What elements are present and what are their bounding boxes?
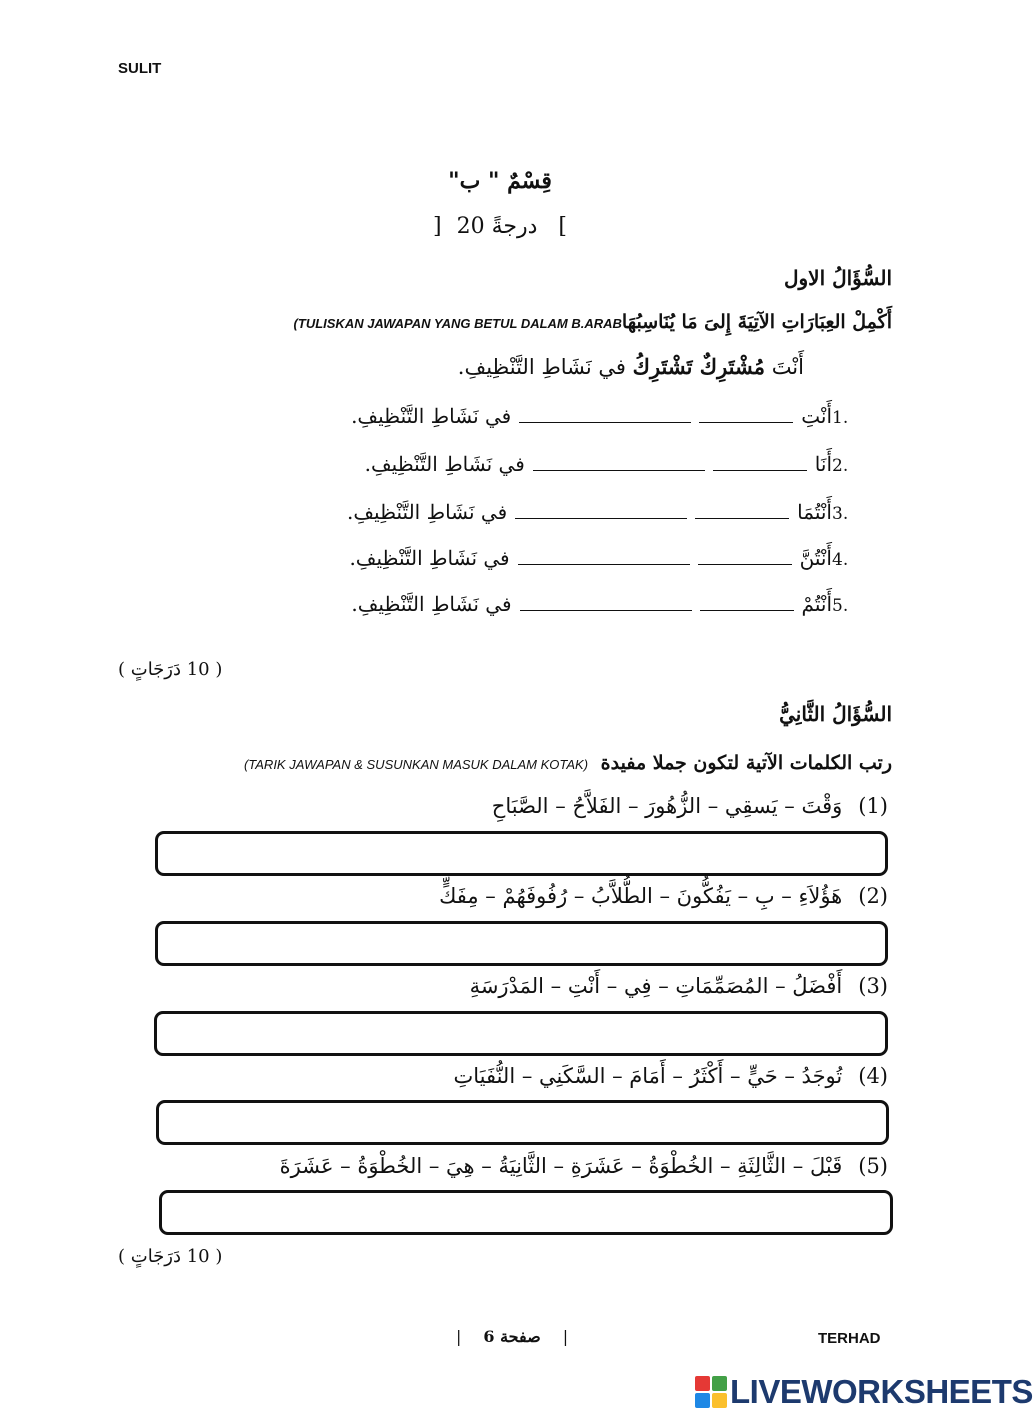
scrambled-words: هَؤُلاَءِ – بِ – يَفُكُّونَ – الطُّلاَّبُ – رُفُوفَهُمْ – مِفَكٍّ (439, 884, 843, 908)
answer-blank[interactable] (713, 452, 807, 471)
question2-item (470, 974, 888, 998)
question1-example (458, 354, 804, 379)
answer-blank[interactable] (533, 452, 705, 471)
scrambled-words: وَقْتَ – يَسقِي – الزُّهُورَ – الفَلاَّحُ – الصَّبَاحِ (491, 794, 843, 818)
footer-separator: | (562, 1327, 569, 1346)
answer-blank[interactable] (700, 592, 794, 611)
question2-item (453, 1064, 888, 1088)
example-pronoun: أَنْتَ (771, 355, 804, 379)
question1-instruction-latin: (TULISKAN JAWAPAN YANG BETUL DALAM B.ARAB (293, 316, 622, 331)
bracket-close: [ (558, 214, 567, 239)
question2-marks: ( 10 دَرَجَاتٍ ) (118, 1246, 223, 1267)
section-total-marks (0, 214, 1000, 239)
item-pronoun: أَنْتُمْ (801, 592, 832, 616)
answer-blank[interactable] (515, 500, 687, 519)
answer-box[interactable] (155, 921, 888, 966)
question2-item (492, 794, 888, 818)
item-number: (2) (858, 884, 888, 908)
scrambled-words: قَبْلَ – الثَّالِثَةِ – الخُطْوَةُ – عَشَرَةِ – الثَّانِيَةُ – هِيَ – الخُطْوَةُ – عَشَرَةَ (279, 1154, 843, 1178)
item-tail: في نَشَاطِ التَّنْظِيفِ. (349, 546, 510, 570)
answer-box[interactable] (156, 1100, 889, 1145)
item-number: (1) (858, 794, 888, 818)
example-answer: مُشْتَرِكٌ تَشْتَرِكُ (632, 354, 765, 379)
answer-blank[interactable] (699, 404, 793, 423)
footer-separator: | (456, 1327, 462, 1346)
section-title: قِسْمٌ " ب" (448, 168, 552, 194)
item-number: (5) (858, 1154, 888, 1178)
item-number: 5. (832, 596, 849, 616)
question1-item (302, 546, 862, 570)
footer-terhad-label: TERHAD (818, 1330, 881, 1347)
item-number: (4) (858, 1064, 888, 1088)
bracket-open: ] (432, 214, 442, 239)
question2-title: السُّؤَالُ الثَّانِيُّ (779, 702, 892, 726)
question1-title: السُّؤَالُ الاول (783, 266, 892, 290)
answer-blank[interactable] (695, 500, 789, 519)
answer-blank[interactable] (518, 546, 690, 565)
question2-instruction-arabic: رتب الكلمات الآتية لتكون جملا مفيدة (600, 752, 892, 774)
answer-blank[interactable] (519, 404, 691, 423)
item-number: 3. (832, 504, 849, 524)
question1-marks: ( 10 دَرَجَاتٍ ) (118, 659, 223, 680)
example-tail: في نَشَاطِ التَّنْظِيفِ. (457, 355, 626, 379)
question2-instruction (244, 752, 892, 774)
item-tail: في نَشَاطِ التَّنْظِيفِ. (364, 452, 525, 476)
liveworksheets-logo-icon (695, 1376, 727, 1408)
answer-box[interactable] (154, 1011, 888, 1056)
header-sulit-label: SULIT (118, 60, 162, 77)
question2-instruction-latin: (TARIK JAWAPAN & SUSUNKAN MASUK DALAM KOTAK) (243, 757, 589, 772)
answer-box[interactable] (159, 1190, 893, 1235)
question2-item (439, 884, 888, 908)
item-number: 4. (832, 550, 849, 570)
liveworksheets-brand[interactable] (695, 1372, 1033, 1412)
question1-instruction (294, 311, 892, 333)
item-number: (3) (858, 974, 888, 998)
question1-item (302, 500, 862, 524)
answer-blank[interactable] (698, 546, 792, 565)
item-pronoun: أَنَا (814, 452, 832, 476)
item-pronoun: أَنْتُمَا (797, 500, 832, 524)
item-tail: في نَشَاطِ التَّنْظِيفِ. (351, 404, 512, 428)
item-number: 2. (832, 456, 849, 476)
item-tail: في نَشَاطِ التَّنْظِيفِ. (347, 500, 508, 524)
scrambled-words: تُوجَدُ – حَيٍّ – أَكْثَرُ – أَمَامَ – السَّكَنِي – النُّفَيَاتِ (453, 1064, 843, 1088)
total-marks-value: 20 (456, 214, 485, 239)
total-marks-word: درجةً (491, 214, 538, 239)
question1-item (302, 452, 862, 476)
item-tail: في نَشَاطِ التَّنْظِيفِ. (351, 592, 512, 616)
page-label: صفحة 6 (483, 1327, 541, 1346)
question1-item (302, 592, 862, 616)
brand-name: LIVEWORKSHEETS (730, 1373, 1033, 1410)
question1-item (302, 404, 862, 428)
scrambled-words: أَفْضَلُ – المُصَمِّمَاتِ – فِي – أَنْتِ – المَدْرَسَةِ (469, 974, 843, 998)
answer-blank[interactable] (520, 592, 692, 611)
question2-item (280, 1154, 888, 1178)
answer-box[interactable] (155, 831, 888, 876)
item-pronoun: أَنْتُنَّ (799, 546, 832, 570)
item-pronoun: أَنْتِ (801, 404, 832, 428)
item-number: 1. (832, 408, 849, 428)
footer-page-number (456, 1327, 568, 1346)
question1-instruction-arabic: أَكْمِلْ العِبَارَاتِ الآتِيَةَ إِلىَ مَا يُنَاسِبُهَا (621, 311, 892, 333)
